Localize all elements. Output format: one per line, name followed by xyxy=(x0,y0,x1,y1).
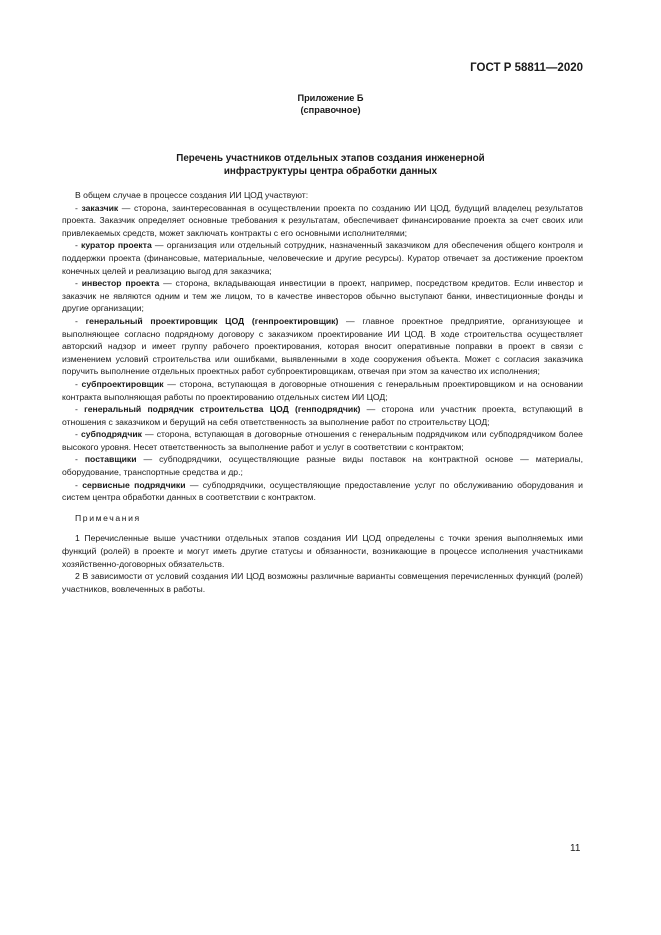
note-item: 2 В зависимости от условий создания ИИ ЦОД возможны различные варианты совмещения перечисленных функций (ролей) участников, вовлеченных в работы. xyxy=(62,571,583,594)
list-item xyxy=(62,453,583,478)
list-item xyxy=(62,479,583,504)
appendix-type: (справочное) xyxy=(300,105,361,115)
item-text: — сторона, вступающая в договорные отношения с генеральным проектировщиком и на основании контракта выполняющая работы по проектированию отдельных систем ИИ ЦОД; xyxy=(62,378,583,402)
item-text: — главное проектное предприятие, организующее и выполняющее согласно подрядному договору с заказчиком проектирование ИИ ЦОД. В ходе строительства осуществляет авторский надзор и имеет группу рабочего проектирования, которая вносит оперативные поправки в проект в связи с изменением условий строительства или ошибками, выявленными в ходе сооружения объекта. Может с согласия заказчика поручить выполнение отдельных проектных работ субпроектировщикам, отвечая при этом за качество их исполнения; xyxy=(62,315,583,377)
notes-heading: Примечания xyxy=(75,512,141,523)
item-text: — сторона, вступающая в договорные отношения с генеральным подрядчиком или субподрядчиком более высокого уровня. Несет ответственность за выполнение работ и услуг в соответствии с контрактом; xyxy=(62,429,583,452)
title-line-2: инфраструктуры центра обработки данных xyxy=(223,165,438,177)
list-item xyxy=(62,378,583,403)
document-body xyxy=(62,189,583,595)
standard-header: ГОСТ Р 58811—2020 xyxy=(470,62,583,74)
item-dash: - xyxy=(75,378,82,389)
list-item xyxy=(62,315,583,378)
item-dash: - xyxy=(75,315,86,326)
note-item: 1 Перечисленные выше участники отдельных этапов создания ИИ ЦОД определены с точки зрения выполняемых ими функций (ролей) в проекте и могут иметь другие статусы и обязанности, возникающие в процессе исполнения участниками хозяйственно-договорных обязательств. xyxy=(62,533,583,569)
item-term: поставщики xyxy=(84,454,137,465)
item-dash: - xyxy=(75,404,85,415)
title-line-1: Перечень участников отдельных этапов создания инженерной xyxy=(176,153,485,164)
list-item xyxy=(62,277,583,315)
document-title xyxy=(0,153,661,179)
item-dash: - xyxy=(75,429,81,440)
item-term: генеральный проектировщик ЦОД (генпроектировщик) xyxy=(85,315,339,326)
list-item xyxy=(62,428,583,453)
list-item xyxy=(62,202,583,240)
item-dash: - xyxy=(75,479,83,490)
item-dash: - xyxy=(75,454,85,465)
item-term: сервисные подрядчики xyxy=(82,479,186,490)
item-text: — сторона, вкладывающая инвестиции в проект, например, посредством кредитов. Если инвестор и заказчик не являются одним и тем же лицом, то в качестве инвесторов обычно выступают банки, инвестиционные фонды и другие организации; xyxy=(62,278,584,314)
item-dash: - xyxy=(75,202,82,213)
item-text: — организация или отдельный сотрудник, назначенный заказчиком для обеспечения общего контроля и поддержки проекта (финансовые, материальные, человеческие и другие ресурсы). Куратор отвечает за достижение проектом конечных целей и реализацию выгод для заказчика; xyxy=(62,240,583,276)
item-term: генеральный подрядчик строительства ЦОД (генподрядчик) xyxy=(84,404,361,415)
item-text: — сторона или участник проекта, вступающий в отношения с заказчиком и берущий на себя ответственность за выполнение работ по строительству ЦОД; xyxy=(62,404,583,427)
item-term: куратор проекта xyxy=(81,240,152,251)
intro-paragraph: В общем случае в процессе создания ИИ ЦОД участвуют: xyxy=(75,190,309,200)
item-dash: - xyxy=(75,278,82,289)
item-term: субпроектировщик xyxy=(81,378,164,389)
item-text: — субподрядчики, осуществляющие предоставление услуг по обслуживанию оборудования и систем центра обработки данных в соответствии с контрактом. xyxy=(62,479,584,503)
appendix-title: Приложение Б xyxy=(297,93,364,103)
list-item xyxy=(62,239,583,277)
appendix-heading xyxy=(0,92,661,116)
item-term: заказчик xyxy=(81,202,119,213)
item-text: — сторона, заинтересованная в осуществлении проекта по созданию ИИ ЦОД, будущий владелец результатов проекта. Заказчик определяет основные требования к результатам, обеспечивает финансирование проекта за счет своих или привлекаемых средств, может заключать контракты с его основными исполнителями; xyxy=(62,202,583,238)
page-number: 11 xyxy=(570,843,581,854)
item-term: инвестор проекта xyxy=(81,278,160,289)
item-term: субподрядчик xyxy=(80,429,142,440)
item-text: — субподрядчики, осуществляющие разные виды поставок на контрактной основе — материалы, оборудование, транспортные средства и др.; xyxy=(62,454,583,478)
list-item xyxy=(62,403,583,428)
item-dash: - xyxy=(75,240,82,251)
